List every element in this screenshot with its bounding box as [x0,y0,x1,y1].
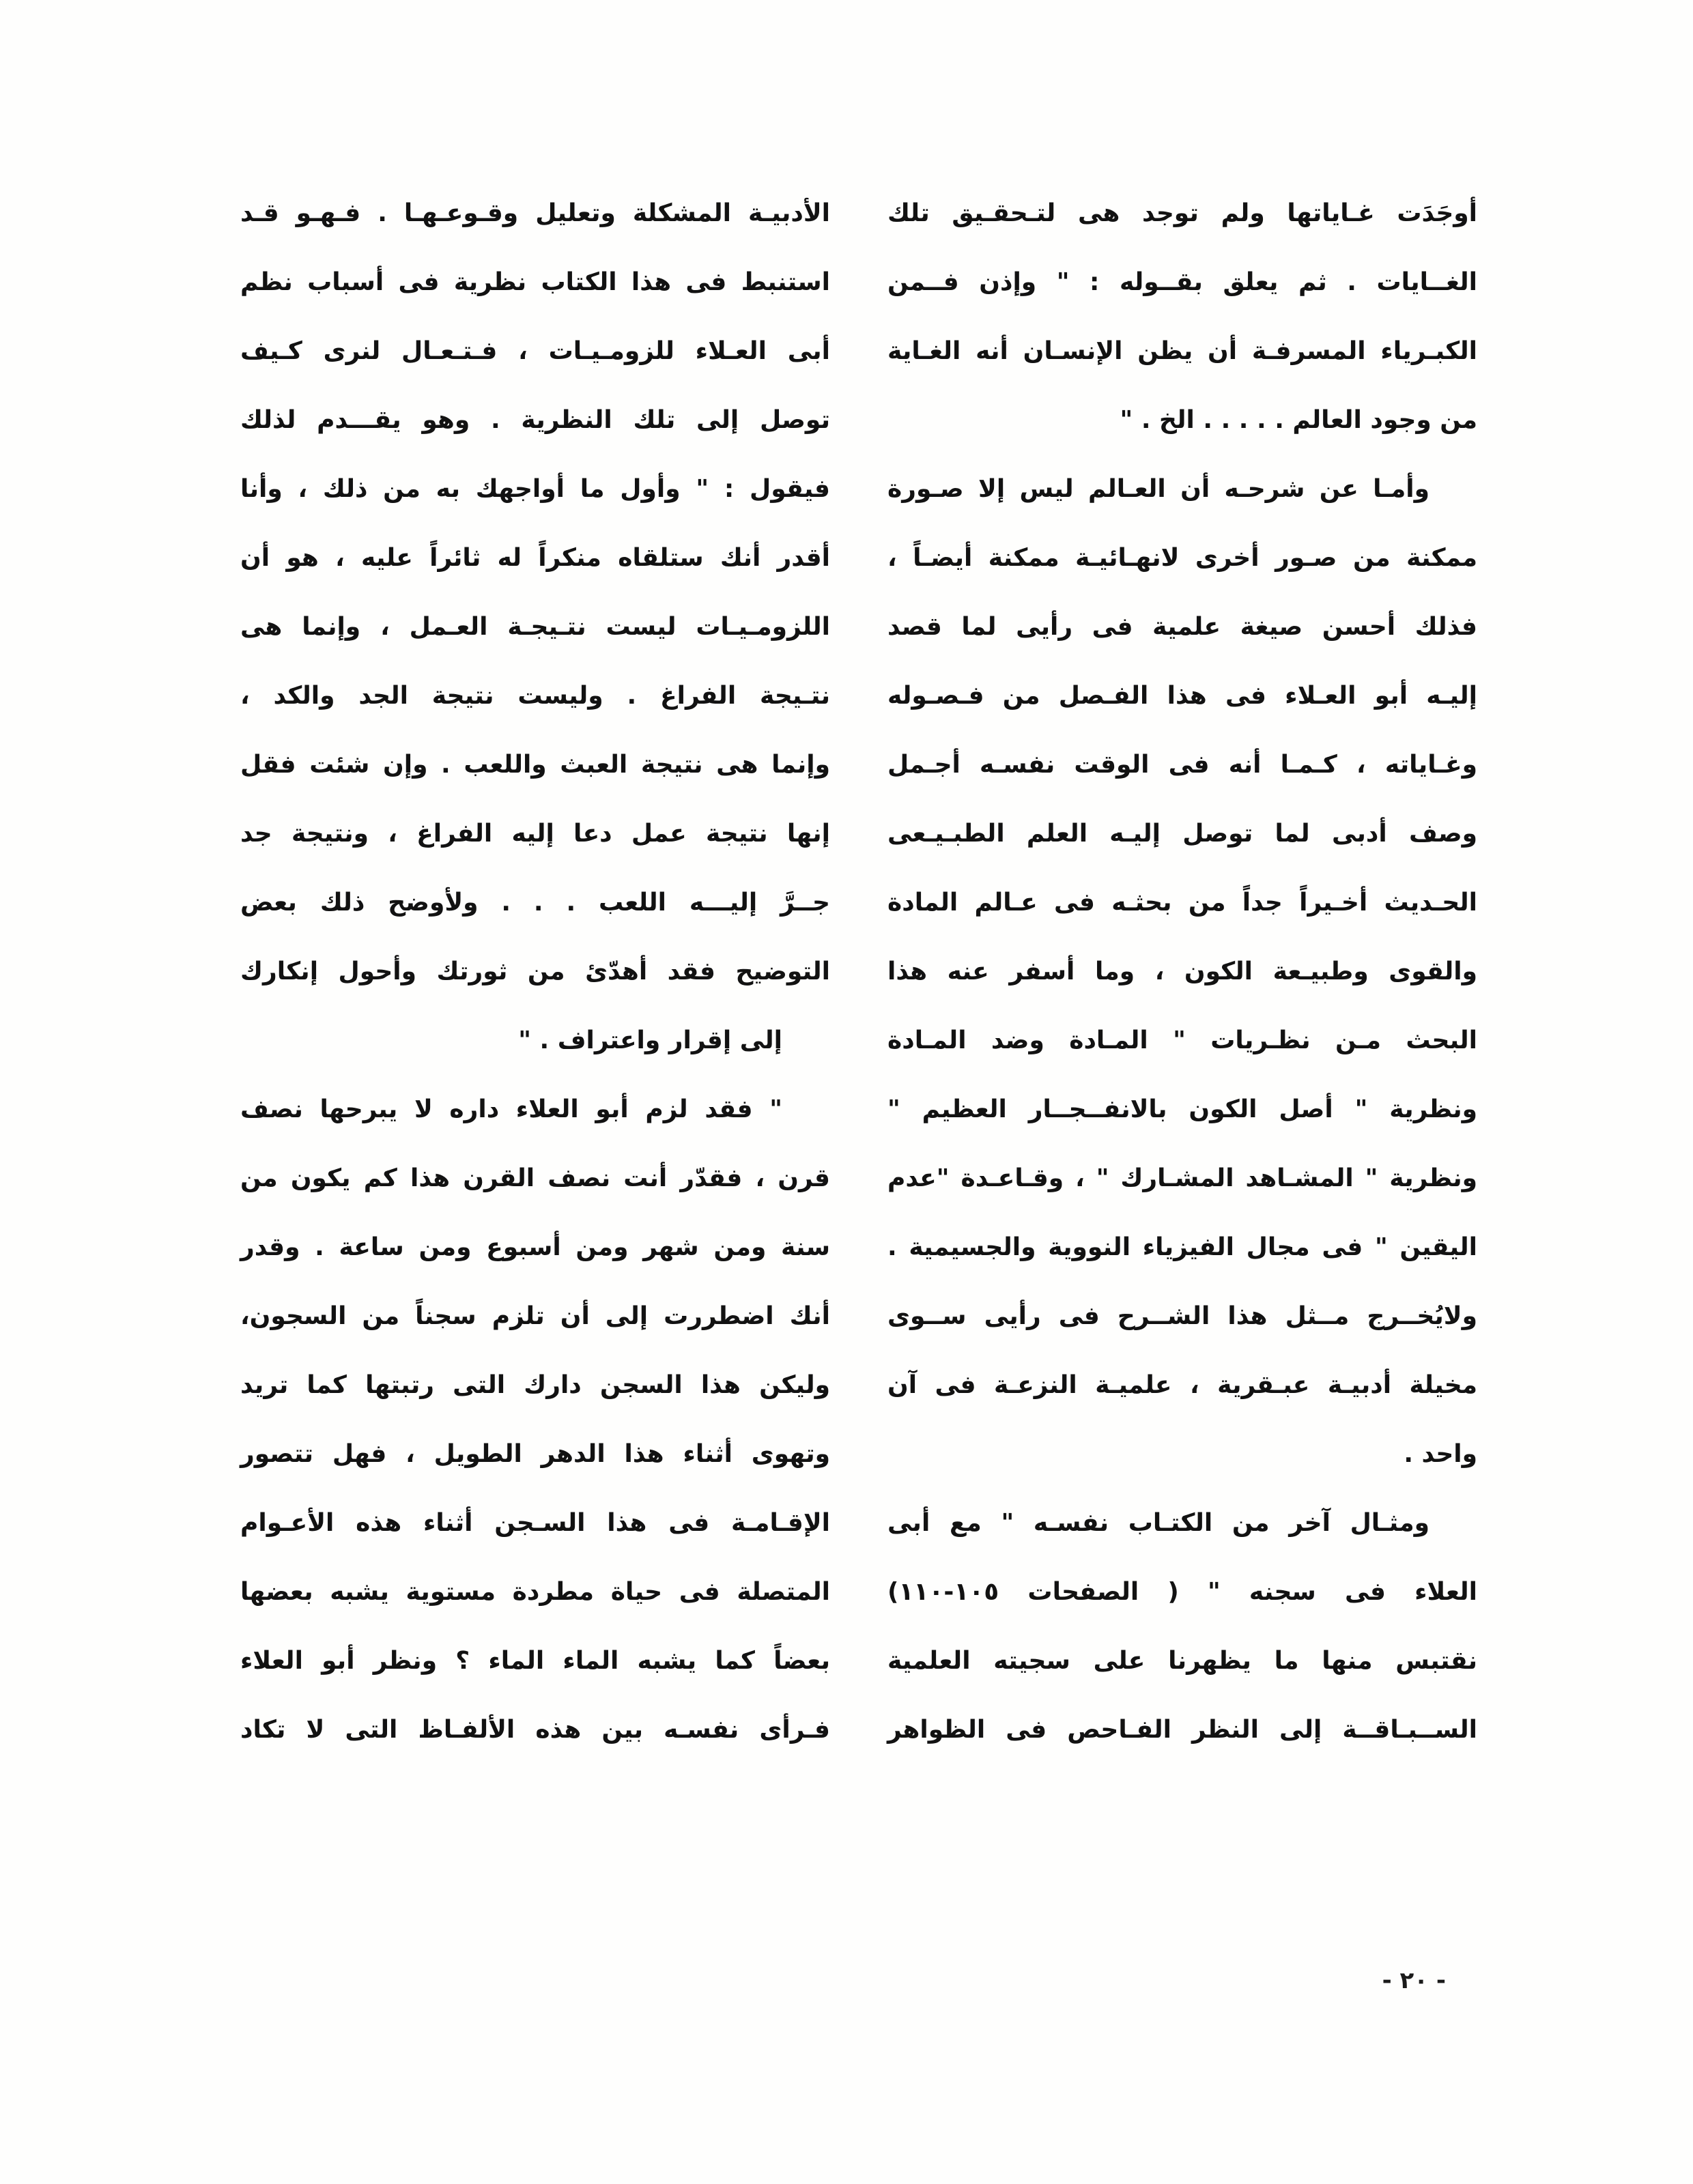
text-line: المتصلة فى حياة مطردة مستوية يشبه بعضها [240,1578,830,1606]
text-line: بعضاً كما يشبه الماء الماء ؟ ونظر أبو العلاء [240,1647,830,1675]
text-line: الســبـاقــة إلى النظر الفـاحص فى الظواهر [887,1716,1477,1744]
text-line: ولايُخــرج مــثل هذا الشــرح فى رأيى ســوى [887,1302,1477,1330]
text-line: الكبـرياء المسرفـة أن يظن الإنسـان أنه الغـاية [887,337,1477,365]
text-line: اللزومـيـات ليست نتـيجـة العـمل ، وإنما هى [240,613,830,641]
text-line: إليـه أبو العـلاء فى هذا الفـصل من فـصـوله [887,682,1477,710]
text-line: من وجود العالم . . . . . الخ . " [1120,406,1477,434]
text-line: العلاء فى سجنه " ( الصفحات ١٠٥-١١٠) [887,1578,1477,1606]
text-column-right [887,179,1477,1764]
text-line: توصل إلى تلك النظرية . وهو يقـــدم لذلك [240,406,830,434]
text-line: اليقين " فى مجال الفيزياء النووية والجسيمية . [887,1233,1477,1261]
text-line: فيقول : " وأول ما أواجهك به من ذلك ، وأنا [240,475,830,503]
page-number: - ٢٠ - [1382,1967,1446,1994]
text-line: نتـيجة الفراغ . وليست نتيجة الجد والكد ، [240,682,830,710]
text-line: الحـديث أخـيراً جداً من بحثـه فى عـالم المادة [887,889,1477,917]
text-line: وصف أدبى لما توصل إليـه العلم الطبـيـعى [887,820,1477,848]
text-column-left [240,179,830,1764]
text-line: إنها نتيجة عمل دعا إليه الفراغ ، ونتيجة جد [240,820,830,848]
text-line: سنة ومن شهر ومن أسبوع ومن ساعة . وقدر [240,1233,830,1261]
text-line: والقوى وطبيـعة الكون ، وما أسفر عنه هذا [887,958,1477,986]
text-line: أنك اضطررت إلى أن تلزم سجناً من السجون، [240,1302,830,1330]
text-line: أوجَدَت غـاياتها ولم توجد هى لتـحقـيق تلك [887,199,1477,227]
text-line: الغــايات . ثم يعلق بقــوله : " وإذن فــمن [887,268,1477,296]
text-line: أقدر أنك ستلقاه منكراً له ثائراً عليه ، هو أن [240,544,830,572]
text-line: واحد . [1404,1440,1477,1468]
text-line: وغـاياته ، كـمـا أنه فى الوقت نفسـه أجـمل [887,751,1477,779]
text-line: ونظرية " أصل الكون بالانفــجــار العظيم " [887,1095,1477,1123]
text-line: إلى إقرار واعتراف . " [518,1026,782,1054]
text-line: جــرَّ إليـــه اللعب . . . ولأوضح ذلك بعض [240,889,830,917]
text-line: استنبط فى هذا الكتاب نظرية فى أسباب نظم [240,268,830,296]
text-line: مخيلة أدبيـة عبـقرية ، علميـة النزعـة فى آن [887,1371,1477,1399]
text-line: التوضيح فقد أهدّئ من ثورتك وأحول إنكارك [240,958,830,986]
text-line: الأدبيـة المشكلة وتعليل وقـوعـهـا . فـهـو قـد [240,199,830,227]
text-line: الإقـامـة فى هذا السـجن أثناء هذه الأعـوام [240,1509,830,1537]
text-line: ومثـال آخر من الكتـاب نفسـه " مع أبى [887,1509,1429,1537]
text-line: أبى العـلاء للزومـيـات ، فـتـعـال لنرى كـيف [240,337,830,365]
text-line: ونظرية " المشـاهد المشـارك " ، وقـاعـدة "عدم [887,1164,1477,1192]
text-line: فذلك أحسن صيغة علمية فى رأيى لما قصد [887,613,1477,641]
text-line: نقتبس منها ما يظهرنا على سجيته العلمية [887,1647,1477,1675]
text-line: " فقد لزم أبو العلاء داره لا يبرحها نصف [240,1095,782,1123]
text-line: قرن ، فقدّر أنت نصف القرن هذا كم يكون من [240,1164,830,1192]
text-line: فـرأى نفسـه بين هذه الألفـاظ التى لا تكاد [240,1716,830,1744]
text-line: وليكن هذا السجن دارك التى رتبتها كما تريد [240,1371,830,1399]
text-line: وأمـا عن شرحـه أن العـالم ليس إلا صـورة [887,475,1429,503]
text-line: وإنما هى نتيجة العبث واللعب . وإن شئت فقل [240,751,830,779]
text-line: البحث مـن نظـريات " المـادة وضد المـادة [887,1026,1477,1054]
text-line: ممكنة من صـور أخرى لانهـائيـة ممكنة أيضـاً ، [887,544,1477,572]
text-line: وتهوى أثناء هذا الدهر الطويل ، فهل تتصور [240,1440,830,1468]
